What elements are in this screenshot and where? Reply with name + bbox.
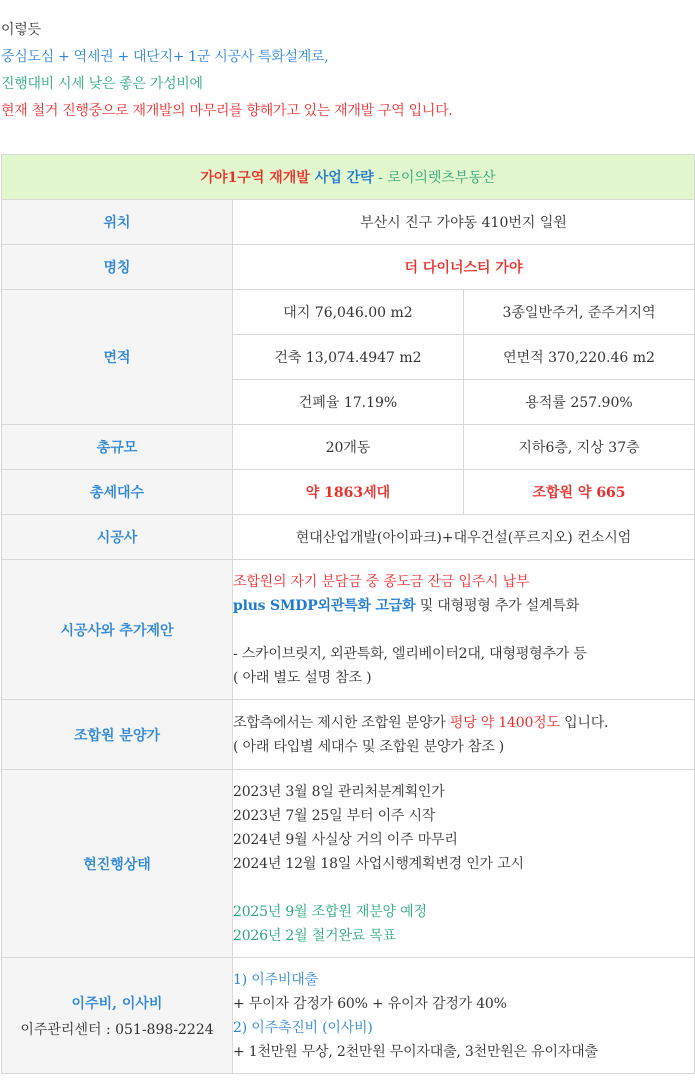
row-label: 명칭 (2, 245, 233, 290)
table-title (2, 155, 695, 200)
proposal-line-1: 조합원의 자기 분담금 중 종도금 잔금 입주시 납부 (233, 573, 530, 590)
relocation-line-2: + 무이자 감정가 60% + 유이자 감정가 40% (233, 995, 507, 1012)
member-price-highlight: 평당 약 1400정도 (449, 714, 560, 731)
area-far: 용적률 257.90% (464, 380, 695, 425)
row-label: 총규모 (2, 425, 233, 470)
proposal-line-2-highlight: plus SMDP외관특화 고급화 (233, 597, 416, 614)
area-total-floor: 연면적 370,220.46 m2 (464, 335, 695, 380)
proposal-line-4: ( 아래 별도 설명 참조 ) (233, 669, 372, 686)
area-coverage: 건폐율 17.19% (233, 380, 464, 425)
name-value: 더 다이너스티 가야 (233, 245, 695, 290)
row-label (2, 958, 233, 1074)
relocation-label: 이주비, 이사비 (71, 995, 163, 1012)
intro-line-3: 진행대비 시세 낮은 좋은 가성비에 (1, 76, 203, 92)
proposal-cell (233, 560, 695, 700)
member-price-text-b: 입니다. (559, 714, 609, 731)
table-row-relocation (2, 958, 695, 1074)
table-row-member-price (2, 700, 695, 770)
scale-buildings: 20개동 (233, 425, 464, 470)
table-row-households (2, 470, 695, 515)
status-line-3: 2024년 9월 사실상 거의 이주 마무리 (233, 831, 458, 848)
table-row-name (2, 245, 695, 290)
scale-floors: 지하6층, 지상 37층 (464, 425, 695, 470)
relocation-line-1: 1) 이주비대출 (233, 971, 318, 988)
title-separator: - (373, 170, 388, 186)
member-price-cell (233, 700, 695, 770)
intro-line-4: 현재 철거 진행중으로 재개발의 마무리를 향해가고 있는 재개발 구역 입니다. (1, 103, 453, 119)
row-label: 면적 (2, 290, 233, 425)
relocation-center-phone: 이주관리센터 : 051-898-2224 (20, 1021, 214, 1038)
relocation-line-4: + 1천만원 무상, 2천만원 무이자대출, 3천만원은 유이자대출 (233, 1043, 598, 1060)
relocation-cell (233, 958, 695, 1074)
title-project: 가야1구역 재개발 (200, 170, 310, 186)
table-row-contractor (2, 515, 695, 560)
proposal-line-3: - 스카이브릿지, 외관특화, 엘리베이터2대, 대형평형추가 등 (233, 645, 587, 662)
table-row-scale (2, 425, 695, 470)
member-price-text-a: 조합측에서는 제시한 조합원 분양가 (233, 714, 450, 731)
row-label: 조합원 분양가 (2, 700, 233, 770)
table-title-row (2, 155, 695, 200)
relocation-line-3: 2) 이주촉진비 (이사비) (233, 1019, 373, 1036)
location-value: 부산시 진구 가야동 410번지 일원 (233, 200, 695, 245)
proposal-line-2-rest: 및 대형평형 추가 설계특화 (415, 597, 580, 614)
row-label: 현진행상태 (2, 770, 233, 958)
intro-line-2: 중심도심 + 역세권 + 대단지+ 1군 시공사 특화설계로, (1, 49, 329, 65)
member-price-line-2: ( 아래 타입별 세대수 및 조합원 분양가 참조 ) (233, 738, 505, 755)
table-row-location (2, 200, 695, 245)
area-building: 건축 13,074.4947 m2 (233, 335, 464, 380)
area-site: 대지 76,046.00 m2 (233, 290, 464, 335)
project-summary-table (1, 154, 695, 1074)
status-line-1: 2023년 3월 8일 관리처분계획인가 (233, 783, 445, 800)
status-line-4: 2024년 12월 18일 사업시행계획변경 인가 고시 (233, 855, 524, 872)
title-source: 로이의렛츠부동산 (387, 170, 496, 186)
status-line-2: 2023년 7월 25일 부터 이주 시작 (233, 807, 436, 824)
row-label: 위치 (2, 200, 233, 245)
table-row-proposal (2, 560, 695, 700)
intro-text (1, 17, 452, 125)
area-zoning: 3종일반주거, 준주거지역 (464, 290, 695, 335)
title-summary: 사업 간략 (314, 170, 374, 186)
status-line-6: 2026년 2월 철거완료 목표 (233, 927, 396, 944)
row-label: 시공사와 추가제안 (2, 560, 233, 700)
table-row-status (2, 770, 695, 958)
status-line-5: 2025년 9월 조합원 재분양 예정 (233, 903, 427, 920)
households-total: 약 1863세대 (233, 470, 464, 515)
row-label: 시공사 (2, 515, 233, 560)
households-members: 조합원 약 665 (464, 470, 695, 515)
contractor-value: 현대산업개발(아이파크)+대우건설(푸르지오) 컨소시엄 (233, 515, 695, 560)
status-cell (233, 770, 695, 958)
row-label: 총세대수 (2, 470, 233, 515)
intro-line-1: 이렇듯 (1, 22, 41, 38)
table-row-area (2, 290, 695, 335)
